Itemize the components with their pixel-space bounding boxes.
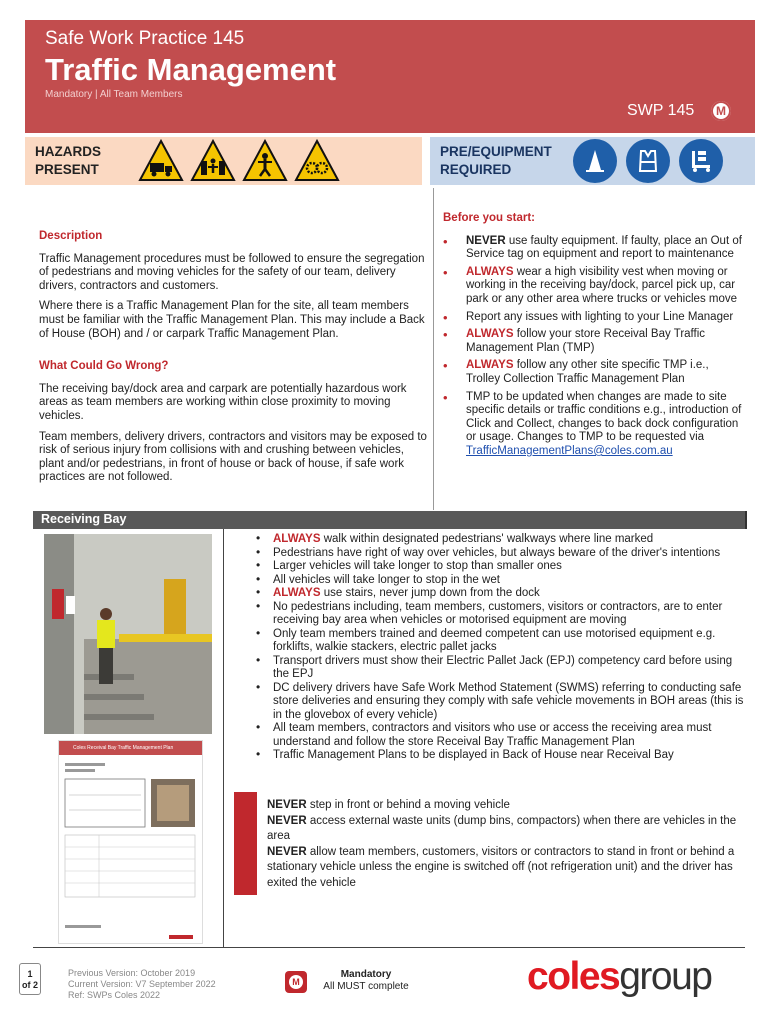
list-item: [256, 749, 744, 763]
item-text: Transport drivers must show their Electric Pallet Jack (EPJ) competency card before using the EPJ: [273, 654, 733, 680]
pedestrian-hazard-icon: [242, 139, 288, 183]
header-banner: [25, 20, 755, 133]
wrong-paragraph-1: The receiving bay/dock area and carpark are potentially hazardous work areas as team members are working within close proximity to moving vehicles.: [39, 382, 407, 422]
section-divider: [223, 529, 224, 947]
list-item: [256, 628, 744, 655]
item-text: access external waste units (dump bins, compactors) when there are vehicles in the area: [267, 814, 737, 842]
hi-vis-vest-icon: [626, 139, 670, 183]
keyword: ALWAYS: [466, 265, 514, 278]
never-line: [267, 845, 737, 892]
keyword: ALWAYS: [466, 328, 514, 341]
traffic-plan-document: [58, 740, 203, 944]
before-list: [443, 235, 743, 459]
item-text: No pedestrians including, team members, customers, visitors or contractors, are to enter receiving bay area when vehicles or motorised equipment are moving: [273, 600, 723, 626]
previous-version: Previous Version: October 2019: [68, 968, 196, 978]
list-item: [256, 547, 744, 561]
wrong-paragraph-2: Team members, delivery drivers, contractors and visitors may be exposed to risk of serious injury from collisions with and crushing between vehicles, plant and/or pedestrians, in front of house or back of house, if safe work practices are not followed.: [39, 430, 427, 484]
list-item: [443, 359, 743, 386]
reference: Ref: SWPs Coles 2022: [68, 990, 161, 1000]
equipment-icons: [573, 139, 723, 183]
list-item: [256, 722, 744, 749]
what-could-go-wrong-heading: What Could Go Wrong?: [39, 360, 169, 373]
version-info: [68, 968, 216, 1001]
machinery-hazard-icon: [294, 139, 340, 183]
keyword: NEVER: [267, 814, 307, 827]
page-subtitle: Mandatory | All Team Members: [45, 89, 183, 100]
item-text: allow team members, customers, visitors or contractors to stand in front or behind a stationary vehicle unless the engine is switched off (not refrigeration unit) and the driver has exited the vehicle: [267, 845, 735, 889]
hazards-label: HAZARDS PRESENT: [35, 144, 101, 177]
item-text: walk within designated pedestrians' walkways where line marked: [320, 533, 654, 545]
pallet-jack-icon: [679, 139, 723, 183]
receiving-bay-bar: [33, 511, 747, 529]
list-item: [256, 533, 744, 547]
traffic-plan-title: Coles Receival Bay Traffic Management Plan: [59, 741, 202, 755]
page-number: 1: [27, 969, 33, 979]
list-item: [256, 682, 744, 723]
list-item: [256, 601, 744, 628]
never-statements: [267, 798, 737, 891]
never-line: [267, 814, 737, 845]
traffic-cone-icon: [573, 139, 617, 183]
list-item: [256, 655, 744, 682]
item-text: use faulty equipment. If faulty, place an Out of Service tag on equipment and report to maintenance: [466, 234, 742, 261]
item-text: Larger vehicles will take longer to stop than smaller ones: [273, 560, 562, 572]
item-text: All vehicles will take longer to stop in the wet: [273, 573, 500, 586]
crush-hazard-icon: [190, 139, 236, 183]
right-column: [443, 212, 743, 463]
never-line: [267, 798, 737, 814]
description-paragraph-1: Traffic Management procedures must be followed to ensure the segregation of pedestrians and moving vehicles for the safety of our team, delivery drivers, contractors and customers.: [39, 252, 425, 292]
equipment-label: PRE/EQUIPMENT REQUIRED: [440, 144, 552, 177]
current-version: Current Version: V7 September 2022: [68, 979, 216, 989]
item-text: follow any other site specific TMP i.e., Trolley Collection Traffic Management Plan: [466, 359, 709, 385]
description-heading: Description: [39, 230, 103, 242]
left-column: [39, 230, 427, 492]
item-text: step in front or behind a moving vehicle: [306, 799, 510, 811]
keyword: ALWAYS: [273, 533, 321, 545]
list-item: [443, 311, 743, 325]
hazard-icons: [138, 139, 340, 183]
swp-line: Safe Work Practice 145: [45, 28, 245, 49]
list-item: [256, 587, 744, 601]
column-divider: [433, 188, 434, 510]
bottom-rule: [33, 947, 745, 948]
keyword: NEVER: [466, 234, 506, 247]
list-item: [443, 235, 743, 262]
warning-bar: [234, 792, 257, 895]
description-paragraph-2: Where there is a Traffic Management Plan for the site, all team members must be familiar with the Traffic Management Plan. This may include a Back of House (BOH) and / or carpark Traffic Management Plan.: [39, 300, 425, 340]
receiving-bay-list: [256, 533, 744, 763]
colesgroup-logo: colesgroup: [527, 955, 712, 998]
list-item: [443, 328, 743, 355]
receiving-bay-photo: [44, 534, 212, 734]
item-text: TMP to be updated when changes are made to site specific details or traffic conditions e.g., introduction of Click and Collect, changes to back dock configuration or usage. Changes to TMP to be requested via: [466, 390, 742, 444]
must-complete-label: All MUST complete: [323, 981, 409, 992]
keyword: NEVER: [267, 799, 307, 811]
email-link[interactable]: TrafficManagementPlans@coles.com.au: [466, 444, 673, 457]
item-text: use stairs, never jump down from the dock: [320, 587, 540, 599]
equipment-panel: [430, 137, 755, 185]
mandatory-icon-letter: M: [289, 975, 303, 989]
page-indicator: [19, 963, 41, 995]
keyword: ALWAYS: [466, 359, 514, 372]
item-text: Traffic Management Plans to be displayed in Back of House near Receival Bay: [273, 749, 674, 761]
truck-hazard-icon: [138, 139, 184, 183]
keyword: ALWAYS: [273, 587, 321, 599]
hazards-panel: [25, 137, 422, 185]
list-item: [256, 560, 744, 574]
item-text: follow your store Receival Bay Traffic Management Plan (TMP): [466, 328, 706, 354]
item-text: Report any issues with lighting to your Line Manager: [466, 310, 734, 323]
mandatory-note: [316, 969, 416, 993]
before-you-start-heading: Before you start:: [443, 212, 536, 224]
item-text: wear a high visibility vest when moving or working in the receiving bay/dock, parcel pick up, car park or any other area where trucks or vehicles move: [466, 265, 738, 305]
item-text: All team members, contractors and visitors who use or access the receiving area must understand and follow the store Receival Bay Traffic Management Plan: [273, 722, 712, 748]
page-total: of 2: [21, 980, 38, 990]
mandatory-label: Mandatory: [340, 969, 392, 980]
swp-number: SWP 145: [627, 102, 695, 119]
mandatory-badge: M: [711, 101, 731, 121]
keyword: NEVER: [267, 845, 307, 858]
receiving-bay-title: Receiving Bay: [41, 512, 127, 526]
list-item: [443, 391, 743, 459]
item-text: Pedestrians have right of way over vehicles, but always beware of the driver's intentions: [273, 546, 721, 559]
list-item: [443, 266, 743, 307]
list-item: [256, 574, 744, 588]
item-text: Only team members trained and deemed competent can use motorised equipment e.g. forklifts, walkie stackers, electric pallet jacks: [273, 627, 716, 653]
page-title: Traffic Management: [45, 52, 337, 87]
traffic-plan-thumbnail: [59, 755, 202, 943]
mandatory-icon: [285, 971, 307, 993]
item-text: DC delivery drivers have Safe Work Method Statement (SWMS) referring to conducting safe store deliveries and ensuring they comply with safe vehicle movements in BOH areas (this is in the glovebox of every vehicle): [273, 681, 744, 721]
